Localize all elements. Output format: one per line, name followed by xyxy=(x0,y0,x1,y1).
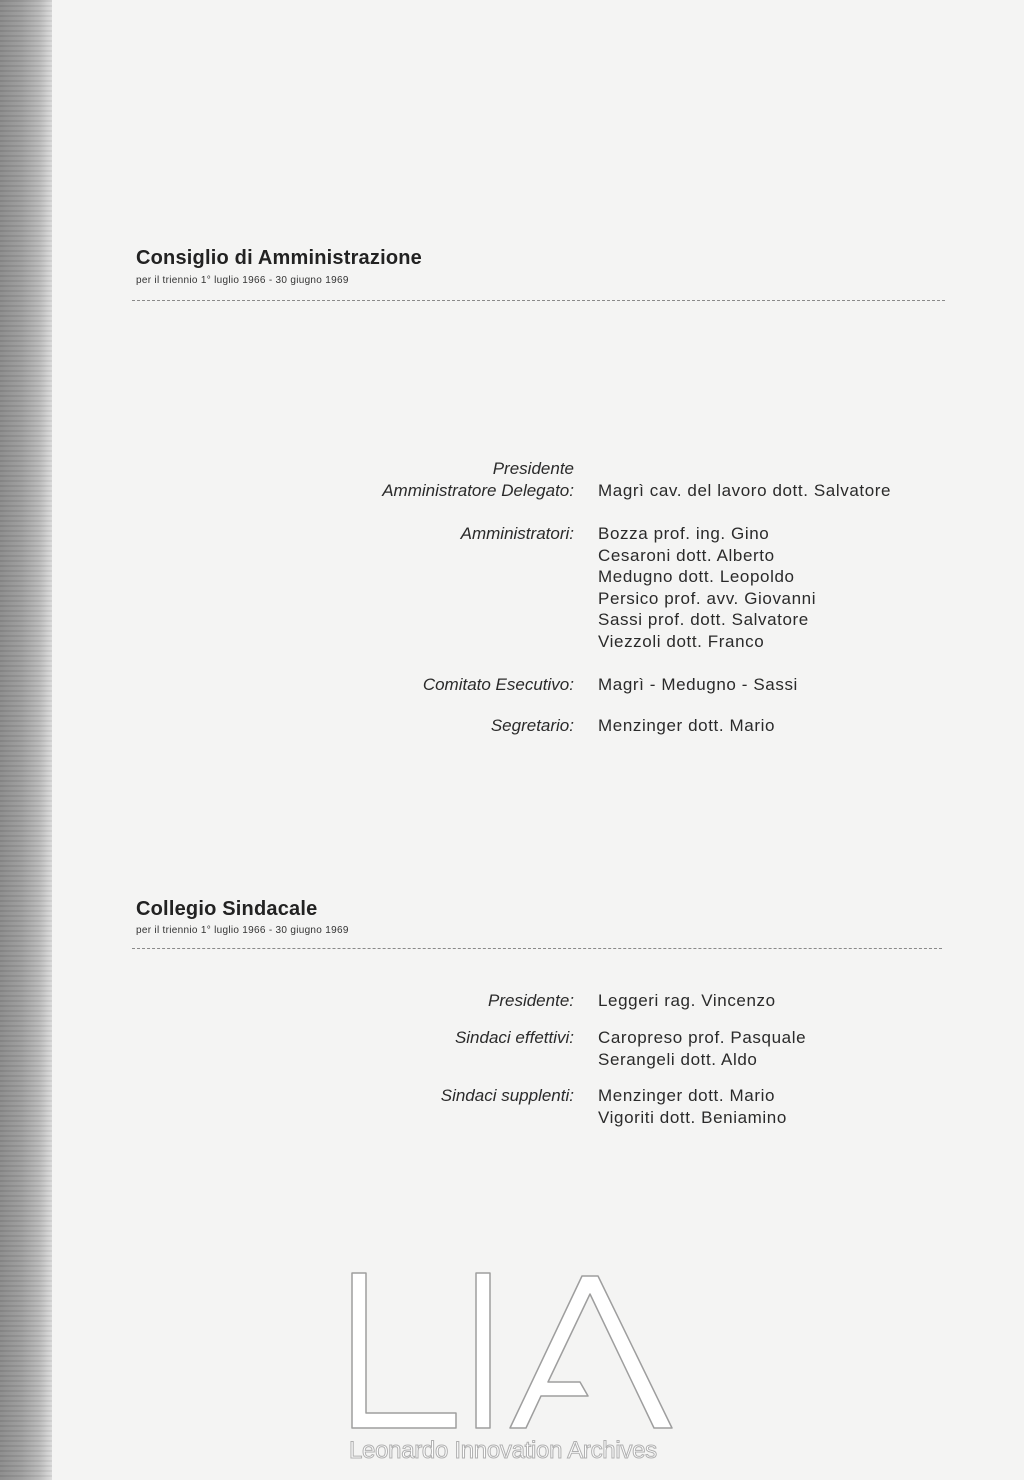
lia-watermark-logo xyxy=(348,1270,678,1435)
list-item: Persico prof. avv. Giovanni xyxy=(598,588,817,608)
row-comitato-label: Comitato Esecutivo: xyxy=(422,675,574,694)
row-comitato-value: Magrì - Medugno - Sassi xyxy=(598,675,798,694)
list-item: Menzinger dott. Mario xyxy=(598,1086,776,1105)
collegio-divider xyxy=(132,948,942,949)
row-amministratori-value xyxy=(598,523,816,652)
row-presidente-collegio-label: Presidente: xyxy=(488,991,574,1010)
row-segretario-value: Menzinger dott. Mario xyxy=(598,716,776,735)
list-item: Cesaroni dott. Alberto xyxy=(598,545,775,565)
list-item: Sassi prof. dott. Salvatore xyxy=(598,610,809,629)
row-segretario-label: Segretario: xyxy=(490,716,574,735)
consiglio-title: Consiglio di Amministrazione xyxy=(136,247,422,269)
consiglio-subtitle: per il triennio 1° luglio 1966 - 30 giugno 1969 xyxy=(136,275,349,286)
row-presidente-ad-value: Magrì cav. del lavoro dott. Salvatore xyxy=(598,480,892,500)
row-sindaci-supplenti-label: Sindaci supplenti: xyxy=(440,1086,574,1105)
list-item: Vigoriti dott. Beniamino xyxy=(598,1107,787,1127)
list-item: Medugno dott. Leopoldo xyxy=(598,567,795,586)
list-item: Viezzoli dott. Franco xyxy=(598,631,765,651)
row-presidente-ad-label: Presidente Amministratore Delegato: xyxy=(382,459,574,500)
list-item: Bozza prof. ing. Gino xyxy=(598,524,770,543)
row-sindaci-effettivi-value xyxy=(598,1027,806,1070)
row-sindaci-supplenti-value xyxy=(598,1085,787,1128)
scan-binding-edge xyxy=(0,0,52,1480)
collegio-title: Collegio Sindacale xyxy=(136,898,318,920)
row-amministratori-label: Amministratori: xyxy=(460,524,574,543)
consiglio-divider xyxy=(132,300,945,301)
row-presidente-collegio-value: Leggeri rag. Vincenzo xyxy=(598,991,776,1010)
list-item: Caropreso prof. Pasquale xyxy=(598,1028,807,1047)
row-sindaci-effettivi-label: Sindaci effettivi: xyxy=(454,1028,574,1047)
list-item: Serangeli dott. Aldo xyxy=(598,1049,758,1069)
collegio-subtitle: per il triennio 1° luglio 1966 - 30 giugno 1969 xyxy=(136,925,349,936)
lia-watermark-caption: Leonardo Innovation Archives xyxy=(349,1437,657,1464)
